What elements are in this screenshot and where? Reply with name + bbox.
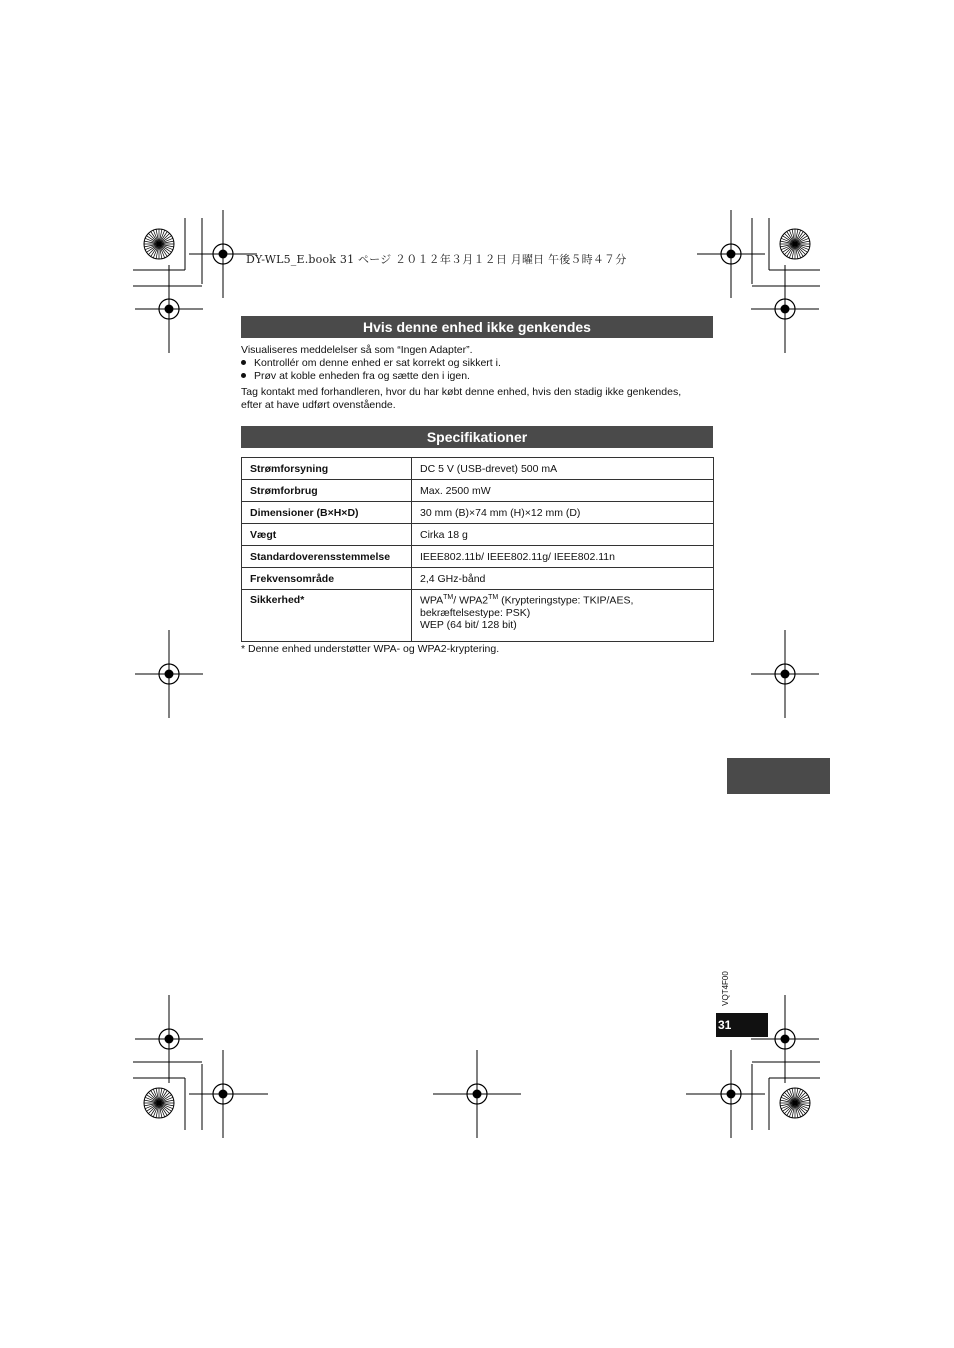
spec-label: Strømforbrug	[242, 480, 412, 502]
page-number: 31	[716, 1013, 768, 1037]
specifications-table	[241, 457, 714, 642]
closing-text-line1: Tag kontakt med forhandleren, hvor du har købt denne enhed, hvis den stadig ikke genkendes,	[241, 386, 682, 398]
table-row	[242, 524, 714, 546]
table-row	[242, 480, 714, 502]
spec-value: 2,4 GHz-bånd	[412, 568, 714, 590]
footnote: * Denne enhed understøtter WPA- og WPA2-kryptering.	[241, 643, 500, 655]
bullet-item: Kontrollér om denne enhed er sat korrekt og sikkert i.	[241, 357, 501, 370]
spec-label: Sikkerhed*	[242, 590, 412, 642]
spec-value: Max. 2500 mW	[412, 480, 714, 502]
spec-label: Strømforsyning	[242, 458, 412, 480]
print-header-line: DY-WL5_E.book 31 ページ ２０１２年３月１２日 月曜日 午後５時４７分	[246, 253, 627, 266]
section-title-not-recognized: Hvis denne enhed ikke genkendes	[241, 316, 713, 338]
spec-value: DC 5 V (USB-drevet) 500 mA	[412, 458, 714, 480]
spec-value: WPA™/ WPA2™ (Krypteringstype: TKIP/AES, bekræftelsestype: PSK) WEP (64 bit/ 128 bit)	[412, 590, 714, 642]
bullet-icon	[241, 373, 246, 378]
language-tab-marker	[727, 758, 830, 794]
spec-label: Standardoverensstemmelse	[242, 546, 412, 568]
spec-value: IEEE802.11b/ IEEE802.11g/ IEEE802.11n	[412, 546, 714, 568]
table-row	[242, 568, 714, 590]
bullet-item: Prøv at koble enheden fra og sætte den i igen.	[241, 370, 470, 383]
bullet-icon	[241, 360, 246, 365]
document-code: VQT4F00	[720, 971, 730, 1006]
section-title-specifications: Specifikationer	[241, 426, 713, 448]
table-row	[242, 458, 714, 480]
spec-label: Dimensioner (B×H×D)	[242, 502, 412, 524]
closing-text-line2: efter at have udført ovenstående.	[241, 399, 396, 411]
spec-label: Frekvensområde	[242, 568, 412, 590]
table-row	[242, 590, 714, 642]
table-row	[242, 546, 714, 568]
spec-value: 30 mm (B)×74 mm (H)×12 mm (D)	[412, 502, 714, 524]
intro-text: Visualiseres meddelelser så som “Ingen Adapter”.	[241, 344, 473, 356]
spec-label: Vægt	[242, 524, 412, 546]
table-row	[242, 502, 714, 524]
spec-value: Cirka 18 g	[412, 524, 714, 546]
